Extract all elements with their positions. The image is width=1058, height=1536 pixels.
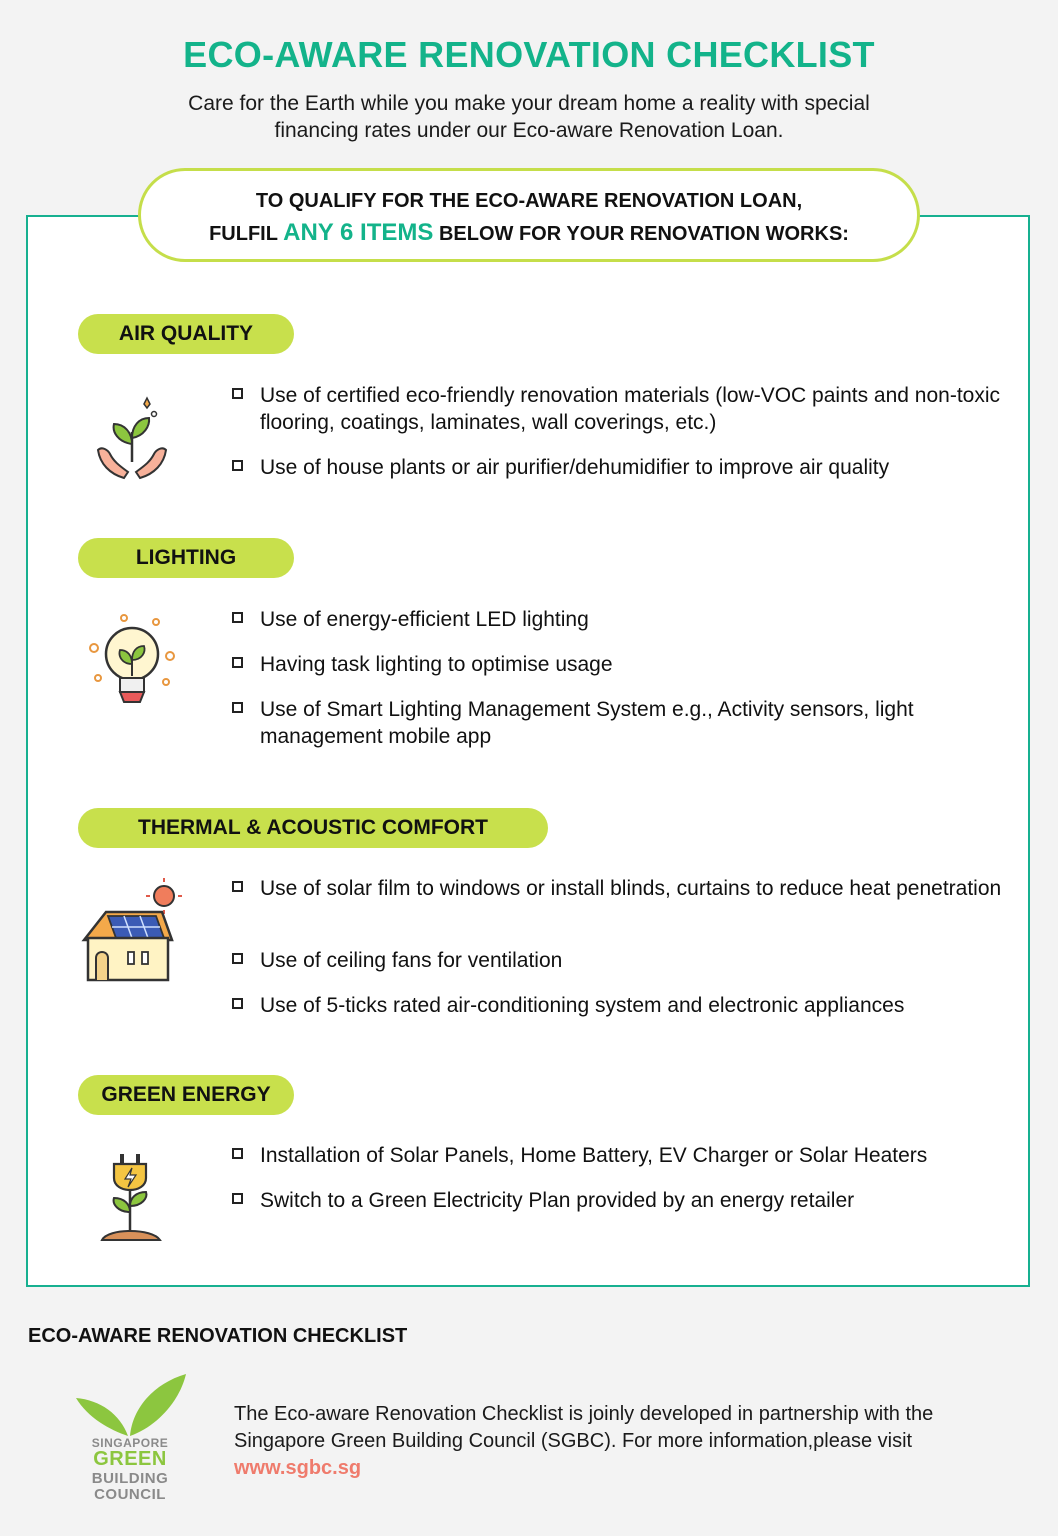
checklist-item[interactable] [232, 454, 1002, 481]
checklist-item-text: Use of energy-efficient LED lighting [260, 608, 589, 631]
qualify-line-2-suffix: BELOW FOR YOUR RENOVATION WORKS: [433, 223, 849, 245]
checklist-item-text: Use of house plants or air purifier/dehumidifier to improve air quality [260, 456, 890, 479]
qualify-line-1: TO QUALIFY FOR THE ECO-AWARE RENOVATION LOAN, [255, 190, 803, 212]
checkbox[interactable] [232, 460, 243, 471]
checklist-item[interactable] [232, 875, 1002, 902]
sgbc-logo [70, 1370, 200, 1505]
solar-house-icon [78, 878, 182, 986]
category-thermal-acoustic: THERMAL & ACOUSTIC COMFORT [78, 808, 548, 848]
subtitle-line-2: financing rates under our Eco-aware Renovation Loan. [274, 119, 784, 142]
qualify-line-2-prefix: FULFIL [209, 223, 284, 245]
checkbox[interactable] [232, 702, 243, 713]
checkbox[interactable] [232, 953, 243, 964]
checkbox[interactable] [232, 998, 243, 1009]
checkbox[interactable] [232, 1193, 243, 1204]
category-lighting: LIGHTING [78, 538, 294, 578]
page-title: ECO-AWARE RENOVATION CHECKLIST [183, 34, 875, 75]
checklist-panel [26, 215, 1030, 1287]
checkbox[interactable] [232, 1148, 243, 1159]
checklist-item-text: Use of certified eco-friendly renovation materials (low-VOC paints and non-toxic flooring, coatings, laminates, wall coverings, etc.) [260, 384, 1000, 434]
checklist-item-text: Use of solar film to windows or install blinds, curtains to reduce heat penetration [260, 877, 1002, 900]
page-subtitle [120, 90, 938, 144]
checklist-item-text: Having task lighting to optimise usage [260, 653, 613, 676]
checklist-item[interactable] [232, 382, 1002, 436]
checklist-item[interactable] [232, 947, 1002, 974]
eco-lightbulb-icon [84, 612, 180, 712]
checkbox[interactable] [232, 612, 243, 623]
checklist-item-text: Switch to a Green Electricity Plan provided by an energy retailer [260, 1189, 855, 1212]
checklist-item-text: Use of 5-ticks rated air-conditioning system and electronic appliances [260, 994, 905, 1017]
checkbox[interactable] [232, 881, 243, 892]
logo-line-1: SINGAPORE [91, 1436, 169, 1450]
plant-hands-icon [92, 392, 172, 484]
checklist-item[interactable] [232, 651, 1002, 678]
checkbox[interactable] [232, 657, 243, 668]
category-air-quality: AIR QUALITY [78, 314, 294, 354]
checklist-item-text: Use of ceiling fans for ventilation [260, 949, 563, 972]
plug-sprout-icon [98, 1152, 166, 1244]
footer-description [234, 1401, 1014, 1482]
subtitle-line-1: Care for the Earth while you make your dream home a reality with special [188, 92, 870, 115]
checklist-item[interactable] [232, 992, 1002, 1019]
leaf-logo-icon [70, 1370, 200, 1440]
checklist-item-text: Use of Smart Lighting Management System e.g., Activity sensors, light management mobile app [260, 698, 914, 748]
logo-line-3: BUILDING [91, 1470, 169, 1487]
logo-line-4: COUNCIL [94, 1486, 166, 1503]
checklist-item[interactable] [232, 696, 1002, 750]
qualify-highlight: ANY 6 ITEMS [283, 219, 434, 246]
checklist-item[interactable] [232, 1187, 1002, 1214]
logo-line-2: GREEN [93, 1448, 167, 1470]
category-green-energy: GREEN ENERGY [78, 1075, 294, 1115]
checklist-item[interactable] [232, 1142, 1002, 1169]
checkbox[interactable] [232, 388, 243, 399]
footer-title: ECO-AWARE RENOVATION CHECKLIST [28, 1325, 408, 1347]
checklist-item-text: Installation of Solar Panels, Home Battery, EV Charger or Solar Heaters [260, 1144, 928, 1167]
checklist-item[interactable] [232, 606, 1002, 633]
footer-text: The Eco-aware Renovation Checklist is joinly developed in partnership with the Singapore Green Building Council (SGBC). For more information,please visit [234, 1403, 934, 1452]
qualify-banner [138, 168, 920, 262]
sgbc-link[interactable]: www.sgbc.sg [234, 1457, 362, 1479]
